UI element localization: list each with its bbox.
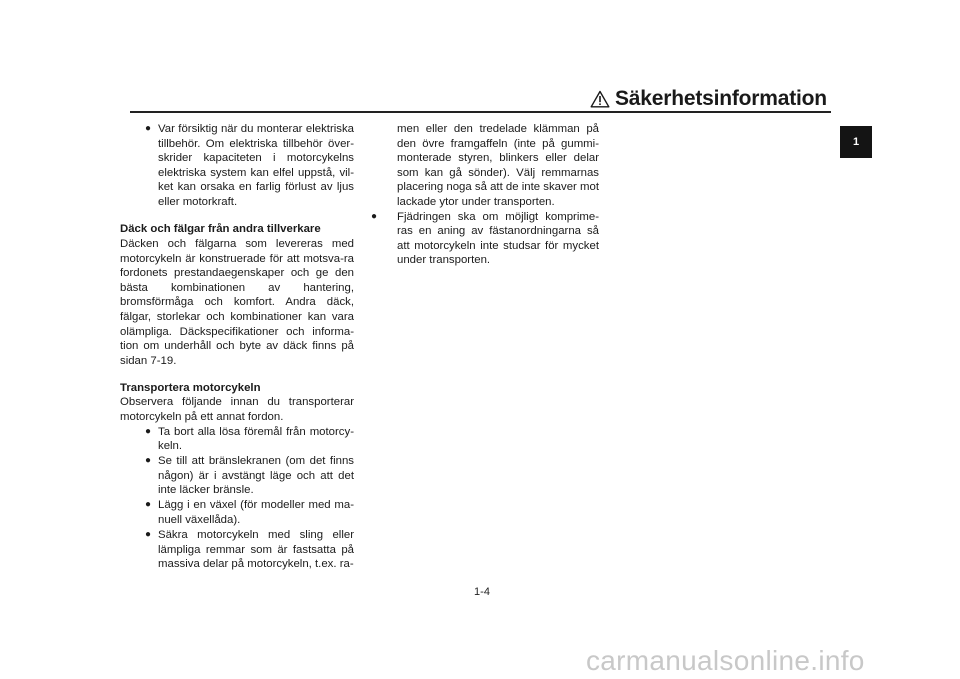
right-column	[367, 122, 599, 268]
section-body: Däcken och fälgarna som levereras med motorcykeln är konstruerade för att motsva-ra fordonets prestandaegenskaper och ge den bästa kombinationen av hantering, bromsförmåga och komfort. Andra däck, fälgar, storlekar och kombinationer kan vara olämpliga. Däckspecifikationer och informa-tion om underhåll och byte av däck finns på sidan 7-19.	[120, 238, 354, 367]
bullet-text: Lägg i en växel (för modeller med ma-nuell växellåda).	[158, 499, 354, 527]
warning-triangle-icon	[590, 90, 610, 108]
section-intro: Observera följande innan du transporterar motorcykeln på ett annat fordon.	[120, 396, 354, 424]
section-heading: Däck och fälgar från andra tillverkare	[120, 223, 321, 236]
left-column	[120, 122, 354, 572]
bullet-icon: ●	[144, 455, 152, 467]
list-item	[120, 425, 354, 454]
watermark: carmanualsonline.info	[586, 645, 865, 676]
section-heading: Transportera motorcykeln	[120, 381, 261, 394]
page-title	[590, 84, 831, 114]
bullet-text: Var försiktig när du monterar elektriska tillbehör. Om elektriska tillbehör över-skrider kapaciteten i motorcykelns elektriska system kan elfel uppstå, vil-ket kan orsaka en farlig förlust av ljus eller motorkraft.	[158, 123, 354, 208]
page-number: 1-4	[474, 586, 490, 598]
list-item	[120, 528, 354, 572]
chapter-tab[interactable]: 1	[840, 126, 872, 158]
bullet-icon: ●	[144, 529, 152, 540]
bullet-text: Se till att bränslekranen (om det finns någon) är i avstängt läge och att det inte läcker bränsle.	[158, 455, 354, 497]
page-title-text: Säkerhetsinformation	[615, 87, 827, 110]
bullet-icon: ●	[144, 425, 152, 437]
continuation-text: men eller den tredelade klämman på den övre framgaffeln (inte på gummi-monterade styren, blinkers eller delar som kan gå sönder). Välj remmarnas placering noga så att de inte skaver mot lackade ytor under transporten.	[397, 123, 599, 208]
bullet-text: Fjädringen ska om möjligt komprime-ras en aning av fästanordningarna så att motorcykeln inte studsar för mycket under transporten.	[397, 210, 599, 267]
bullet-text: Säkra motorcykeln med sling eller lämpliga remmar som är fastsatta på massiva delar på motorcykeln, t.ex. ra-	[158, 529, 354, 571]
bullet-icon: ●	[144, 499, 152, 511]
bullet-icon: ●	[370, 210, 378, 222]
list-item	[120, 454, 354, 498]
list-item	[120, 498, 354, 527]
list-item	[367, 210, 599, 268]
bullet-text: Ta bort alla lösa föremål från motorcy-keln.	[158, 425, 354, 453]
list-item	[120, 122, 354, 210]
bullet-icon: ●	[144, 123, 152, 134]
header-rule	[130, 111, 831, 113]
